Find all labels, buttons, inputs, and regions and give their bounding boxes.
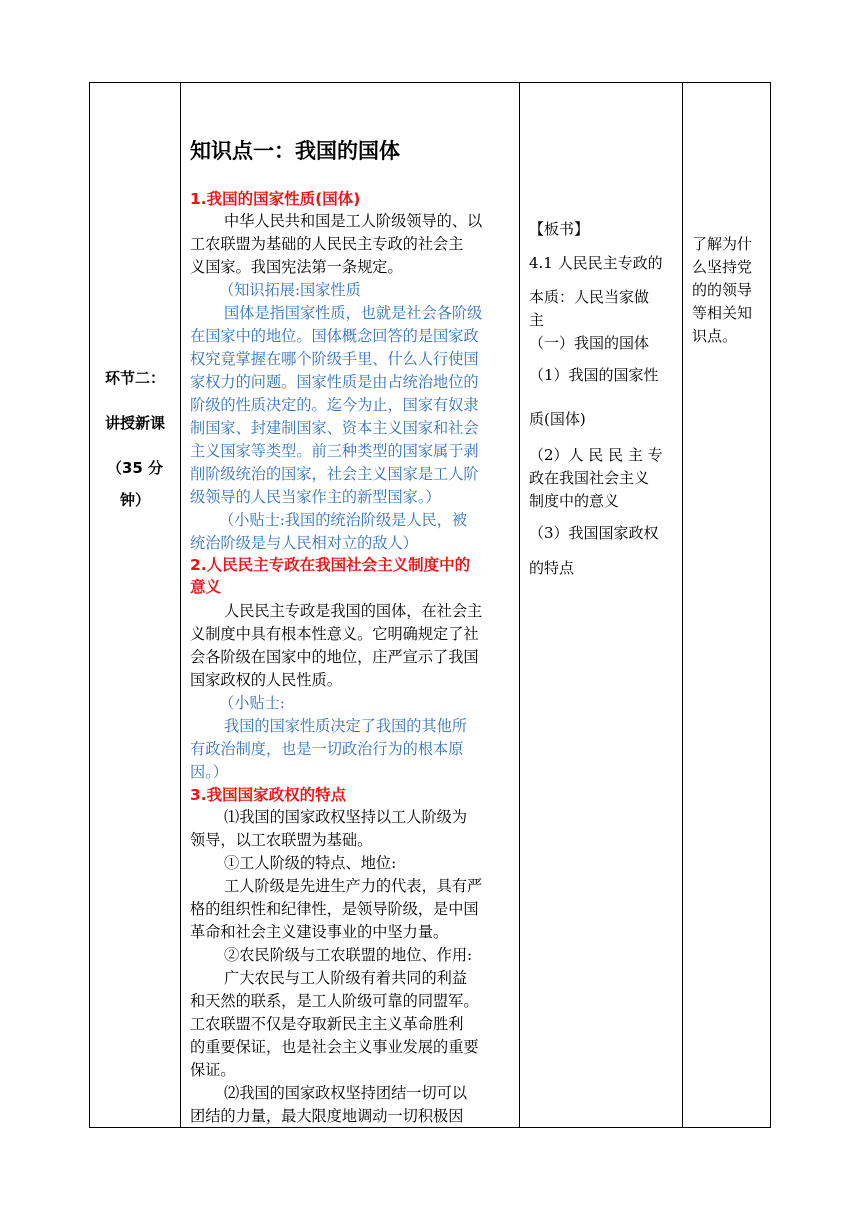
text-line: 广大农民与工人阶级有着共同的利益 <box>224 969 467 987</box>
board-line: 政在我国社会主义 <box>529 469 650 487</box>
text-line: 中华人民共和国是工人阶级领导的、以 <box>224 212 483 230</box>
intent-line: 等相关知 <box>692 304 753 322</box>
section-title: 知识点一：我国的国体 <box>190 139 400 163</box>
content-column <box>181 83 518 1127</box>
tip-line: 有政治制度，也是一切政治行为的根本原 <box>190 740 464 758</box>
tip-line: 统治阶级是与人民相对立的敌人） <box>190 534 418 552</box>
board-line: 质(国体) <box>529 410 586 428</box>
text-line: 的重要保证，也是社会主义事业发展的重要 <box>190 1038 479 1056</box>
tip-line: 我国的国家性质决定了我国的其他所 <box>224 717 467 735</box>
heading-1: 1.我国的国家性质(国体) <box>190 190 361 208</box>
extension-line: （知识拓展:国家性质 <box>219 281 361 299</box>
heading-3: 3.我国国家政权的特点 <box>190 786 347 804</box>
intent-line: 了解为什 <box>692 235 753 253</box>
tip-line: 因。） <box>190 763 228 781</box>
extension-line: 家权力的问题。国家性质是由占统治地位的 <box>190 373 479 391</box>
text-line: 保证。 <box>190 1061 236 1079</box>
text-line: 人民民主专政是我国的国体，在社会主 <box>224 602 483 620</box>
text-line: 工农联盟不仅是夺取新民主主义革命胜利 <box>190 1015 464 1033</box>
extension-line: 制国家、封建制国家、资本主义国家和社会 <box>190 419 479 437</box>
board-line: 的特点 <box>529 559 575 577</box>
board-line: 本质：人民当家做 <box>529 288 650 306</box>
heading-2: 意义 <box>190 578 222 596</box>
tip-line: （小贴士: <box>219 694 285 712</box>
board-line: （一）我国的国体 <box>529 334 650 352</box>
text-line: 工人阶级是先进生产力的代表，具有严 <box>224 877 483 895</box>
text-line: 国家政权的人民性质。 <box>190 671 342 689</box>
heading-2: 2.人民民主专政在我国社会主义制度中的 <box>190 556 471 574</box>
intent-line: 识点。 <box>692 327 738 345</box>
intent-column <box>683 83 771 1127</box>
board-line: 主 <box>529 311 545 329</box>
tip-line: （小贴士:我国的统治阶级是人民，被 <box>219 511 468 529</box>
lesson-table <box>89 82 771 1128</box>
text-line: ①工人阶级的特点、地位: <box>224 854 397 872</box>
stage-line: （35 分 <box>106 459 164 477</box>
extension-line: 削阶级统治的国家，社会主义国家是工人阶 <box>190 465 479 483</box>
extension-line: 阶级的性质决定的。迄今为止，国家有奴隶 <box>190 396 479 414</box>
board-line: （3）我国国家政权 <box>529 524 659 542</box>
text-line: ⑵我国的国家政权坚持团结一切可以 <box>224 1084 467 1102</box>
stage-line: 钟） <box>119 491 150 509</box>
text-line: 格的组织性和纪律性，是领导阶级，是中国 <box>190 900 479 918</box>
board-label: 【板书】 <box>529 220 590 238</box>
text-line: 义国家。我国宪法第一条规定。 <box>190 258 403 276</box>
extension-line: 主义国家等类型。前三种类型的国家属于剥 <box>190 442 479 460</box>
board-line: 制度中的意义 <box>529 492 620 510</box>
board-line: （1）我国的国家性 <box>529 366 659 384</box>
extension-line: 在国家中的地位。国体概念回答的是国家政 <box>190 327 479 345</box>
text-line: 领导，以工农联盟为基础。 <box>190 831 373 849</box>
text-line: ⑴我国的国家政权坚持以工人阶级为 <box>224 808 467 826</box>
extension-line: 级领导的人民当家作主的新型国家。） <box>190 488 441 506</box>
text-line: 工农联盟为基础的人民民主专政的社会主 <box>190 235 464 253</box>
text-line: 团结的力量，最大限度地调动一切积极因 <box>190 1107 464 1125</box>
intent-line: 么坚持党 <box>692 258 753 276</box>
text-line: 会各阶级在国家中的地位，庄严宣示了我国 <box>190 648 479 666</box>
text-line: 革命和社会主义建设事业的中坚力量。 <box>190 923 449 941</box>
extension-line: 权究竟掌握在哪个阶级手里、什么人行使国 <box>190 350 479 368</box>
intent-line: 的的领导 <box>692 281 753 299</box>
board-column <box>520 83 681 1127</box>
board-line: （2）人 民 民 主 专 <box>529 446 663 464</box>
text-line: 义制度中具有根本性意义。它明确规定了社 <box>190 625 479 643</box>
stage-line: 环节二： <box>104 369 165 387</box>
stage-column <box>90 83 180 1127</box>
text-line: 和天然的联系，是工人阶级可靠的同盟军。 <box>190 992 479 1010</box>
board-line: 4.1 人民民主专政的 <box>529 254 663 272</box>
text-line: ②农民阶级与工农联盟的地位、作用: <box>224 946 473 964</box>
stage-line: 讲授新课 <box>104 414 165 432</box>
extension-line: 国体是指国家性质，也就是社会各阶级 <box>224 304 483 322</box>
